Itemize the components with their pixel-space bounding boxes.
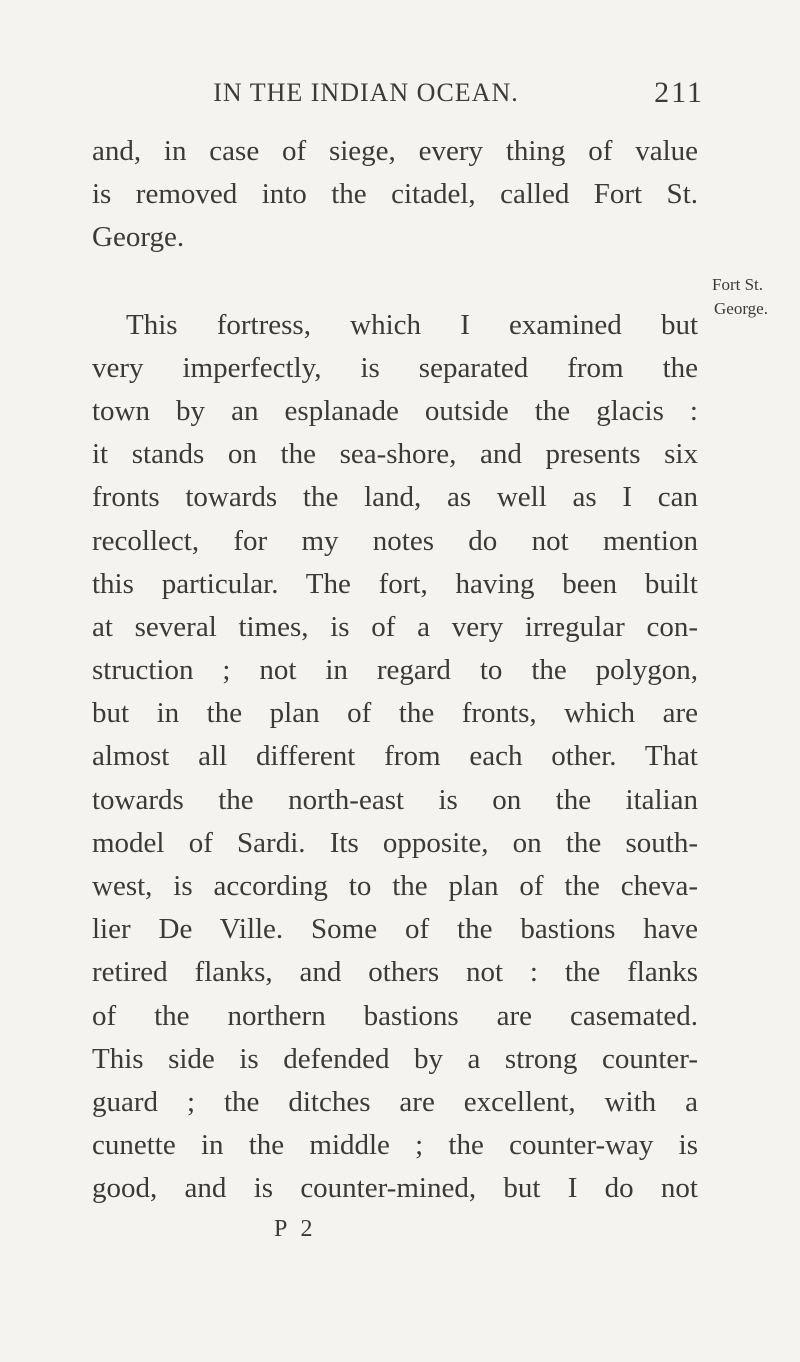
text-line: fronts towards the land, as well as I can bbox=[92, 481, 698, 514]
text-line: retired flanks, and others not : the flanks bbox=[92, 956, 698, 989]
text-line: of the northern bastions are casemated. bbox=[92, 999, 698, 1032]
text-line: west, is according to the plan of the cheva- bbox=[92, 870, 698, 902]
text-line: George. bbox=[92, 221, 185, 254]
body-text bbox=[92, 130, 698, 1211]
text-line: very imperfectly, is separated from the bbox=[92, 351, 698, 384]
margin-note bbox=[712, 273, 768, 321]
text-line: recollect, for my notes do not mention bbox=[92, 524, 698, 557]
text-line: it stands on the sea-shore, and presents six bbox=[92, 438, 698, 471]
text-line: struction ; not in regard to the polygon, bbox=[92, 654, 698, 687]
page-header bbox=[92, 76, 704, 114]
text-line: this particular. The fort, having been built bbox=[92, 567, 698, 600]
margin-note-line: Fort St. bbox=[712, 275, 764, 294]
margin-note-line: George. bbox=[714, 299, 768, 318]
running-head: IN THE INDIAN OCEAN. bbox=[213, 78, 519, 107]
signature-mark: P 2 bbox=[274, 1216, 317, 1242]
text-line: This side is defended by a strong counter- bbox=[92, 1042, 698, 1075]
text-line: and, in case of siege, every thing of value bbox=[92, 135, 698, 167]
text-line: towards the north-east is on the italian bbox=[92, 783, 698, 816]
text-line: town by an esplanade outside the glacis : bbox=[92, 394, 698, 427]
text-line: at several times, is of a very irregular con- bbox=[92, 610, 698, 643]
text-line: almost all different from each other. That bbox=[92, 740, 698, 773]
text-line: is removed into the citadel, called Fort St. bbox=[92, 178, 698, 211]
text-line: model of Sardi. Its opposite, on the south- bbox=[92, 826, 698, 859]
page-number: 211 bbox=[654, 76, 704, 109]
text-line: but in the plan of the fronts, which are bbox=[92, 697, 698, 730]
text-line: lier De Ville. Some of the bastions have bbox=[92, 913, 698, 946]
text-line: good, and is counter-mined, but I do not bbox=[92, 1172, 698, 1205]
text-line: guard ; the ditches are excellent, with a bbox=[92, 1085, 698, 1118]
text-line: This fortress, which I examined but bbox=[126, 308, 698, 341]
text-line: cunette in the middle ; the counter-way is bbox=[92, 1129, 698, 1162]
